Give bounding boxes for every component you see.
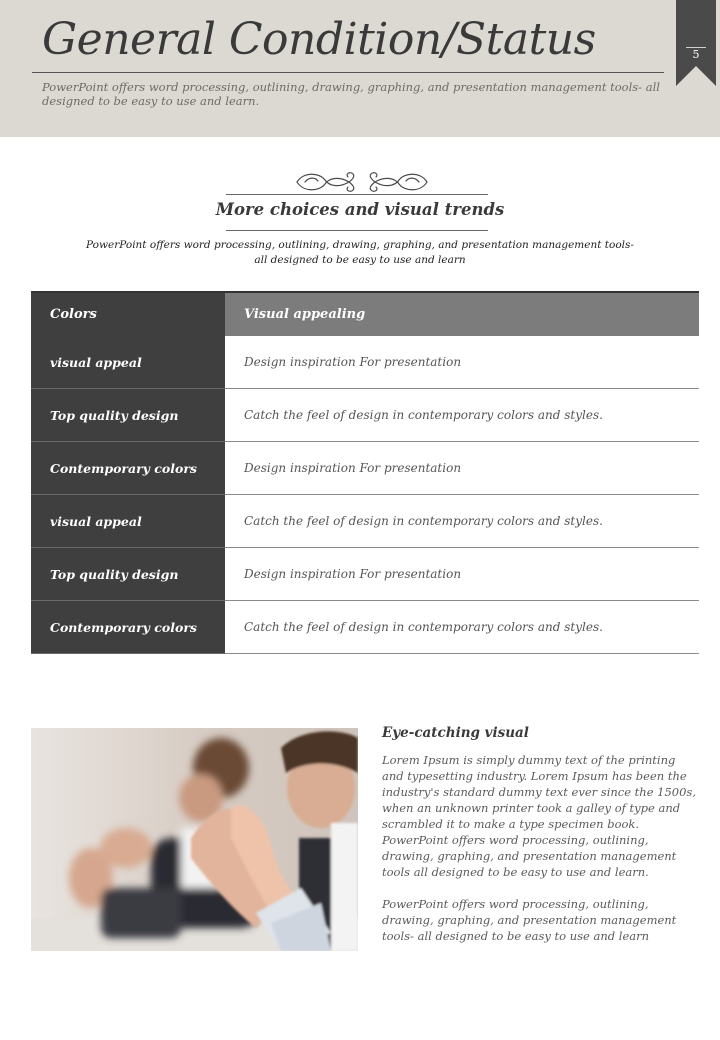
row-label: Contemporary colors [31, 442, 225, 495]
table-row [31, 336, 699, 389]
feature-paragraph-1: Lorem Ipsum is simply dummy text of the printing and typesetting industry. Lorem Ipsum has been the industry's standard dummy text ever since the 1500s, when an unknown printer took a galley of type and scrambled it to make a type specimen book. PowerPoint offers word processing, outlining, drawing, graphing, and presentation management tools all designed to be easy to use and learn. [382, 753, 696, 879]
table-header-row [31, 292, 699, 336]
section-top-rule [226, 194, 488, 195]
row-label: visual appeal [31, 336, 225, 389]
table-row [31, 601, 699, 654]
row-value: Design inspiration For presentation [225, 336, 699, 389]
row-label: Top quality design [31, 548, 225, 601]
page-number: 5 [692, 48, 700, 61]
row-value: Catch the feel of design in contemporary colors and styles. [225, 495, 699, 548]
row-label: Contemporary colors [31, 601, 225, 654]
row-label: visual appeal [31, 495, 225, 548]
feature-paragraph-2: PowerPoint offers word processing, outlining, drawing, graphing, and presentation management tools- all designed to be easy to use and learn [382, 897, 677, 943]
column-header-visual-appealing: Visual appealing [225, 292, 699, 336]
row-value: Catch the feel of design in contemporary colors and styles. [225, 601, 699, 654]
section-title: More choices and visual trends [215, 200, 505, 219]
section-description: PowerPoint offers word processing, outlining, drawing, graphing, and presentation management tools- all designed to be easy to use and learn [86, 239, 634, 266]
table-row [31, 389, 699, 442]
row-value: Design inspiration For presentation [225, 548, 699, 601]
table-row [31, 495, 699, 548]
row-value: Design inspiration For presentation [225, 442, 699, 495]
row-label: Top quality design [31, 389, 225, 442]
table-row [31, 548, 699, 601]
applause-photo [31, 728, 358, 951]
title-divider [32, 72, 664, 73]
page-subtitle: PowerPoint offers word processing, outlining, drawing, graphing, and presentation management tools- all designed to be easy to use and learn. [42, 80, 660, 108]
scroll-ornament-icon [293, 168, 431, 196]
feature-title: Eye-catching visual [382, 725, 529, 741]
table-row [31, 442, 699, 495]
column-header-colors: Colors [31, 292, 225, 336]
section-bottom-rule [226, 230, 488, 231]
row-value: Catch the feel of design in contemporary colors and styles. [225, 389, 699, 442]
page-number-flag [676, 0, 716, 86]
comparison-table [31, 291, 699, 654]
page-title: General Condition/Status [42, 14, 596, 65]
